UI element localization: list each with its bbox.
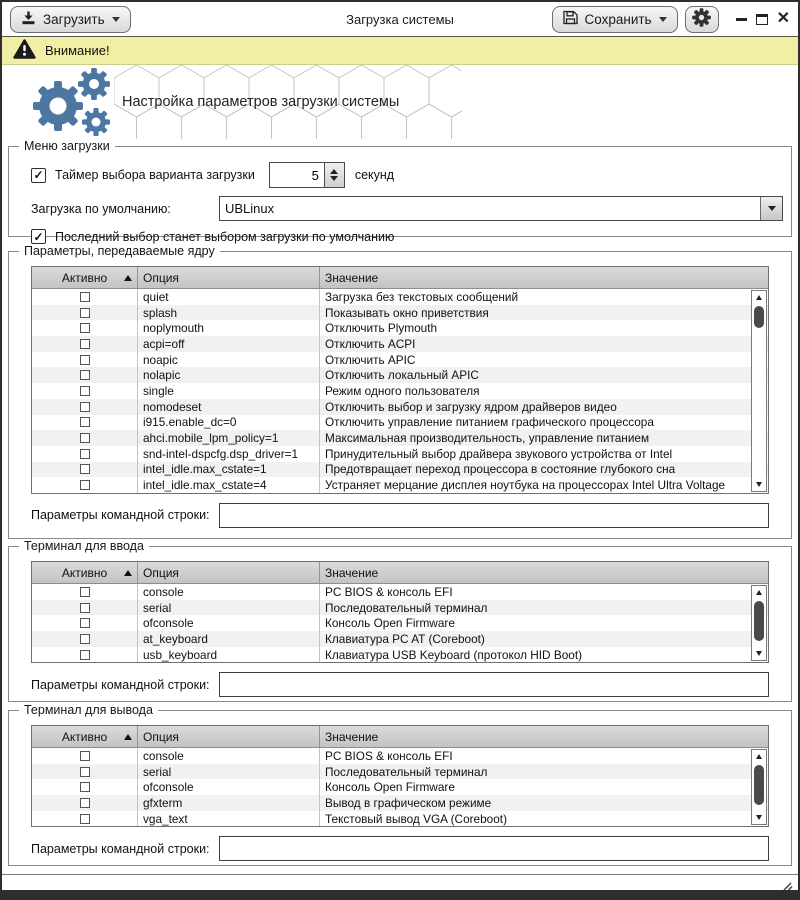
row-value-cell: Максимальная производительность, управление питанием bbox=[319, 430, 768, 446]
resize-grip-icon[interactable] bbox=[779, 879, 793, 894]
save-button-label: Сохранить bbox=[584, 11, 652, 27]
row-checkbox[interactable] bbox=[80, 355, 90, 365]
scroll-up-icon[interactable] bbox=[752, 586, 766, 599]
vertical-scrollbar[interactable] bbox=[751, 749, 767, 825]
row-checkbox[interactable] bbox=[80, 292, 90, 302]
table-row[interactable] bbox=[32, 600, 768, 616]
row-option-cell: serial bbox=[137, 600, 319, 616]
table-row[interactable] bbox=[32, 336, 768, 352]
row-active-cell bbox=[32, 779, 137, 795]
column-header-option[interactable]: Опция bbox=[137, 562, 319, 583]
chevron-down-icon bbox=[112, 17, 120, 22]
download-icon bbox=[21, 11, 36, 28]
column-header-active[interactable] bbox=[32, 267, 137, 288]
row-active-cell bbox=[32, 430, 137, 446]
cmdline-label: Параметры командной строки: bbox=[31, 677, 210, 692]
sort-asc-icon bbox=[124, 570, 132, 576]
row-value-cell: Устраняет мерцание дисплея ноутбука на процессорах Intel Ultra Voltage bbox=[319, 477, 768, 493]
table-body bbox=[32, 289, 768, 493]
row-value-cell: Отключить локальный APIC bbox=[319, 367, 768, 383]
last-choice-checkbox[interactable]: ✓ bbox=[31, 229, 46, 244]
cmdline-label: Параметры командной строки: bbox=[31, 508, 210, 523]
table-row[interactable] bbox=[32, 415, 768, 431]
row-option-cell: noplymouth bbox=[137, 320, 319, 336]
table-row[interactable] bbox=[32, 430, 768, 446]
group-output-terminal bbox=[8, 703, 792, 866]
kernel-params-table bbox=[31, 266, 769, 494]
row-option-cell: intel_idle.max_cstate=4 bbox=[137, 477, 319, 493]
vertical-scrollbar[interactable] bbox=[751, 290, 767, 492]
row-value-cell: Отключить выбор и загрузку ядром драйверов видео bbox=[319, 399, 768, 415]
row-value-cell: Загрузка без текстовых сообщений bbox=[319, 289, 768, 305]
row-option-cell: quiet bbox=[137, 289, 319, 305]
maximize-icon[interactable] bbox=[756, 14, 768, 25]
row-checkbox[interactable] bbox=[80, 402, 90, 412]
row-value-cell: Клавиатура PC AT (Coreboot) bbox=[319, 631, 768, 647]
window-title: Загрузка системы bbox=[346, 11, 454, 27]
spin-up-icon[interactable] bbox=[330, 169, 338, 174]
row-active-cell bbox=[32, 415, 137, 431]
row-active-cell bbox=[32, 446, 137, 462]
row-checkbox[interactable] bbox=[80, 323, 90, 333]
row-active-cell bbox=[32, 305, 137, 321]
row-option-cell: splash bbox=[137, 305, 319, 321]
table-body bbox=[32, 748, 768, 826]
row-active-cell bbox=[32, 462, 137, 478]
row-value-cell: Консоль Open Firmware bbox=[319, 779, 768, 795]
row-checkbox[interactable] bbox=[80, 798, 90, 808]
table-header bbox=[32, 562, 768, 584]
load-button-label: Загрузить bbox=[43, 11, 105, 27]
scroll-down-icon[interactable] bbox=[752, 811, 766, 824]
table-row[interactable] bbox=[32, 305, 768, 321]
row-checkbox[interactable] bbox=[80, 650, 90, 660]
minimize-icon[interactable] bbox=[736, 18, 747, 21]
row-active-cell bbox=[32, 383, 137, 399]
row-checkbox[interactable] bbox=[80, 814, 90, 824]
row-active-cell bbox=[32, 647, 137, 663]
column-header-value[interactable]: Значение bbox=[319, 267, 768, 288]
table-header bbox=[32, 726, 768, 748]
timer-spinbox[interactable] bbox=[269, 162, 345, 188]
row-value-cell: Режим одного пользователя bbox=[319, 383, 768, 399]
group-kernel-params bbox=[8, 244, 792, 539]
row-value-cell: Отключить управление питанием графического процессора bbox=[319, 415, 768, 431]
group-output-terminal-legend: Терминал для вывода bbox=[19, 703, 158, 717]
default-boot-value: UBLinux bbox=[225, 201, 275, 216]
row-value-cell: Отключить ACPI bbox=[319, 336, 768, 352]
table-row[interactable] bbox=[32, 462, 768, 478]
row-option-cell: console bbox=[137, 584, 319, 600]
row-option-cell: serial bbox=[137, 764, 319, 780]
vertical-scrollbar[interactable] bbox=[751, 585, 767, 661]
row-value-cell: PC BIOS & консоль EFI bbox=[319, 748, 768, 764]
scrollbar-thumb[interactable] bbox=[754, 306, 764, 328]
column-header-value[interactable]: Значение bbox=[319, 562, 768, 583]
timer-checkbox[interactable]: ✓ bbox=[31, 168, 46, 183]
table-row[interactable] bbox=[32, 631, 768, 647]
window-controls bbox=[736, 11, 790, 27]
warning-icon bbox=[13, 39, 36, 62]
table-row[interactable] bbox=[32, 320, 768, 336]
column-header-value[interactable]: Значение bbox=[319, 726, 768, 747]
table-row[interactable] bbox=[32, 584, 768, 600]
row-option-cell: ahci.mobile_lpm_policy=1 bbox=[137, 430, 319, 446]
gears-logo-icon bbox=[20, 66, 115, 139]
column-header-active-label: Активно bbox=[61, 270, 108, 285]
row-value-cell: Показывать окно приветствия bbox=[319, 305, 768, 321]
scrollbar-thumb[interactable] bbox=[754, 765, 764, 805]
row-option-cell: ofconsole bbox=[137, 779, 319, 795]
row-value-cell: Вывод в графическом режиме bbox=[319, 795, 768, 811]
row-checkbox[interactable] bbox=[80, 634, 90, 644]
table-header bbox=[32, 267, 768, 289]
scrollbar-thumb[interactable] bbox=[754, 601, 764, 641]
column-header-active[interactable] bbox=[32, 726, 137, 747]
row-value-cell: Последовательный терминал bbox=[319, 764, 768, 780]
row-checkbox[interactable] bbox=[80, 782, 90, 792]
warning-bar bbox=[2, 37, 798, 65]
row-active-cell bbox=[32, 795, 137, 811]
save-button[interactable] bbox=[552, 6, 678, 33]
row-active-cell bbox=[32, 336, 137, 352]
table-row[interactable] bbox=[32, 367, 768, 383]
row-checkbox[interactable] bbox=[80, 618, 90, 628]
group-boot-menu bbox=[8, 139, 792, 244]
row-checkbox[interactable] bbox=[80, 339, 90, 349]
row-active-cell bbox=[32, 748, 137, 764]
group-boot-menu-legend: Меню загрузки bbox=[19, 139, 115, 153]
row-checkbox[interactable] bbox=[80, 449, 90, 459]
row-active-cell bbox=[32, 352, 137, 368]
row-option-cell: acpi=off bbox=[137, 336, 319, 352]
column-header-option[interactable]: Опция bbox=[137, 267, 319, 288]
row-option-cell: snd-intel-dspcfg.dsp_driver=1 bbox=[137, 446, 319, 462]
chevron-down-icon bbox=[768, 206, 776, 211]
scroll-up-icon[interactable] bbox=[752, 291, 766, 304]
table-row[interactable] bbox=[32, 352, 768, 368]
load-button[interactable] bbox=[10, 6, 131, 33]
timer-value-input[interactable] bbox=[270, 163, 324, 187]
table-row[interactable] bbox=[32, 383, 768, 399]
row-option-cell: noapic bbox=[137, 352, 319, 368]
table-row[interactable] bbox=[32, 615, 768, 631]
save-icon bbox=[563, 10, 578, 28]
row-value-cell: Предотвращает переход процессора в состояние глубокого сна bbox=[319, 462, 768, 478]
group-input-terminal-legend: Терминал для ввода bbox=[19, 539, 149, 553]
warning-text: Внимание! bbox=[45, 43, 110, 58]
row-active-cell bbox=[32, 764, 137, 780]
row-active-cell bbox=[32, 811, 137, 827]
column-header-active-label: Активно bbox=[61, 565, 108, 580]
row-checkbox[interactable] bbox=[80, 767, 90, 777]
gear-icon bbox=[692, 8, 711, 30]
row-value-cell: PC BIOS & консоль EFI bbox=[319, 584, 768, 600]
row-active-cell bbox=[32, 399, 137, 415]
scroll-down-icon[interactable] bbox=[752, 647, 766, 660]
kernel-cmdline-input[interactable] bbox=[219, 503, 769, 528]
table-row[interactable] bbox=[32, 748, 768, 764]
row-option-cell: usb_keyboard bbox=[137, 647, 319, 663]
output-terminal-table bbox=[31, 725, 769, 827]
row-value-cell: Отключить APIC bbox=[319, 352, 768, 368]
row-checkbox[interactable] bbox=[80, 433, 90, 443]
row-option-cell: vga_text bbox=[137, 811, 319, 827]
hex-pattern bbox=[114, 65, 462, 139]
table-row[interactable] bbox=[32, 764, 768, 780]
chevron-down-icon bbox=[659, 17, 667, 22]
row-active-cell bbox=[32, 289, 137, 305]
row-option-cell: nomodeset bbox=[137, 399, 319, 415]
settings-button[interactable] bbox=[685, 6, 719, 33]
row-checkbox[interactable] bbox=[80, 464, 90, 474]
default-boot-label: Загрузка по умолчанию: bbox=[31, 201, 171, 216]
table-row[interactable] bbox=[32, 779, 768, 795]
row-checkbox[interactable] bbox=[80, 480, 90, 490]
table-body bbox=[32, 584, 768, 662]
row-option-cell: console bbox=[137, 748, 319, 764]
status-bar bbox=[2, 874, 798, 898]
row-option-cell: ofconsole bbox=[137, 615, 319, 631]
row-active-cell bbox=[32, 600, 137, 616]
row-checkbox[interactable] bbox=[80, 386, 90, 396]
table-row[interactable] bbox=[32, 477, 768, 493]
row-value-cell: Текстовый вывод VGA (Coreboot) bbox=[319, 811, 768, 827]
row-checkbox[interactable] bbox=[80, 603, 90, 613]
group-input-terminal bbox=[8, 539, 792, 702]
row-value-cell: Последовательный терминал bbox=[319, 600, 768, 616]
timer-checkbox-label: Таймер выбора варианта загрузки bbox=[55, 168, 255, 182]
row-checkbox[interactable] bbox=[80, 417, 90, 427]
row-option-cell: nolapic bbox=[137, 367, 319, 383]
table-row[interactable] bbox=[32, 795, 768, 811]
banner bbox=[2, 65, 798, 139]
banner-title: Настройка параметров загрузки системы bbox=[122, 94, 400, 110]
row-option-cell: at_keyboard bbox=[137, 631, 319, 647]
row-value-cell: Принудительный выбор драйвера звукового устройства от Intel bbox=[319, 446, 768, 462]
toolbar bbox=[2, 2, 798, 37]
input-terminal-table bbox=[31, 561, 769, 663]
scroll-up-icon[interactable] bbox=[752, 750, 766, 763]
table-row[interactable] bbox=[32, 647, 768, 663]
table-row[interactable] bbox=[32, 399, 768, 415]
column-header-active[interactable] bbox=[32, 562, 137, 583]
sort-asc-icon bbox=[124, 275, 132, 281]
timer-spin-buttons[interactable] bbox=[324, 163, 344, 187]
group-kernel-params-legend: Параметры, передаваемые ядру bbox=[19, 244, 220, 258]
row-checkbox[interactable] bbox=[80, 587, 90, 597]
table-row[interactable] bbox=[32, 446, 768, 462]
column-header-option[interactable]: Опция bbox=[137, 726, 319, 747]
row-active-cell bbox=[32, 320, 137, 336]
scroll-down-icon[interactable] bbox=[752, 478, 766, 491]
row-option-cell: i915.enable_dc=0 bbox=[137, 415, 319, 431]
row-checkbox[interactable] bbox=[80, 370, 90, 380]
row-option-cell: single bbox=[137, 383, 319, 399]
default-boot-select[interactable] bbox=[219, 196, 783, 221]
last-choice-checkbox-label: Последний выбор станет выбором загрузки по умолчанию bbox=[55, 229, 395, 244]
timer-unit-label: секунд bbox=[354, 168, 395, 182]
row-active-cell bbox=[32, 367, 137, 383]
cmdline-label: Параметры командной строки: bbox=[31, 841, 210, 856]
row-active-cell bbox=[32, 631, 137, 647]
row-active-cell bbox=[32, 615, 137, 631]
row-active-cell bbox=[32, 584, 137, 600]
row-option-cell: gfxterm bbox=[137, 795, 319, 811]
input-terminal-cmdline-input[interactable] bbox=[219, 672, 769, 697]
row-value-cell: Консоль Open Firmware bbox=[319, 615, 768, 631]
row-option-cell: intel_idle.max_cstate=1 bbox=[137, 462, 319, 478]
output-terminal-cmdline-input[interactable] bbox=[219, 836, 769, 861]
spin-down-icon[interactable] bbox=[330, 176, 338, 181]
row-value-cell: Клавиатура USB Keyboard (протокол HID Boot) bbox=[319, 647, 768, 663]
sort-asc-icon bbox=[124, 734, 132, 740]
row-checkbox[interactable] bbox=[80, 308, 90, 318]
close-icon[interactable]: ✕ bbox=[776, 10, 790, 27]
table-row[interactable] bbox=[32, 289, 768, 305]
row-checkbox[interactable] bbox=[80, 751, 90, 761]
row-active-cell bbox=[32, 477, 137, 493]
column-header-active-label: Активно bbox=[61, 729, 108, 744]
row-value-cell: Отключить Plymouth bbox=[319, 320, 768, 336]
table-row[interactable] bbox=[32, 811, 768, 827]
combo-dropdown-button[interactable] bbox=[760, 197, 782, 220]
